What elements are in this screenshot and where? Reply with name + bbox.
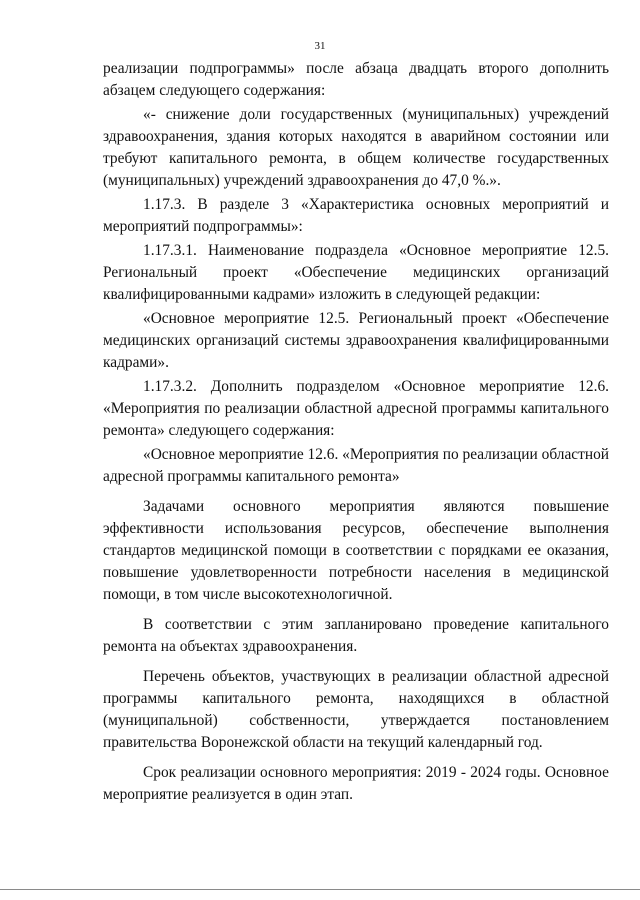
paragraph-planned-repair: В соответствии с этим запланировано проведение капитального ремонта на объектах здравоохранения. <box>103 616 609 655</box>
paragraph-continuation: реализации подпрограммы» после абзаца двадцать второго дополнить абзацем следующего содержания: <box>103 60 609 99</box>
paragraph-title-12-6: «Основное мероприятие 12.6. «Мероприятия по реализации областной адресной программы капитального ремонта» <box>103 446 609 485</box>
page-number: 31 <box>314 40 326 52</box>
paragraph-term: Срок реализации основного мероприятия: 2019 - 2024 годы. Основное мероприятие реализуется в один этап. <box>103 764 609 803</box>
document-body <box>103 58 609 808</box>
paragraph-section-1-17-3: 1.17.3. В разделе 3 «Характеристика основных мероприятий и мероприятий подпрограммы»: <box>103 196 609 235</box>
paragraph-section-1-17-3-1: 1.17.3.1. Наименование подраздела «Основное мероприятие 12.5. Региональный проект «Обеспечение медицинских организаций квалифицированными кадрами» изложить в следующей редакции: <box>103 242 609 303</box>
paragraph-tasks: Задачами основного мероприятия являются повышение эффективности использования ресурсов, обеспечение выполнения стандартов медицинской помощи в соответствии с порядками ее оказания, повышение удовлетворенности потребности населения в медицинской помощи, в том числе высокотехнологичной. <box>103 498 609 603</box>
paragraph-section-1-17-3-2: 1.17.3.2. Дополнить подразделом «Основное мероприятие 12.6. «Мероприятия по реализации областной адресной программы капитального ремонта» следующего содержания: <box>103 378 609 439</box>
page-bottom-rule <box>0 889 640 890</box>
paragraph-quote-indicator: «- снижение доли государственных (муниципальных) учреждений здравоохранения, здания которых находятся в аварийном состоянии или требуют капитального ремонта, в общем количестве государственных (муниципальных) учреждений здравоохранения до 47,0 %.». <box>103 106 609 189</box>
paragraph-object-list: Перечень объектов, участвующих в реализации областной адресной программы капитального ремонта, находящихся в областной (муниципальной) собственности, утверждается постановлением правительства Воронежской области на текущий календарный год. <box>103 668 609 751</box>
paragraph-new-title-12-5: «Основное мероприятие 12.5. Региональный проект «Обеспечение медицинских организаций системы здравоохранения квалифицированными кадрами». <box>103 310 609 371</box>
